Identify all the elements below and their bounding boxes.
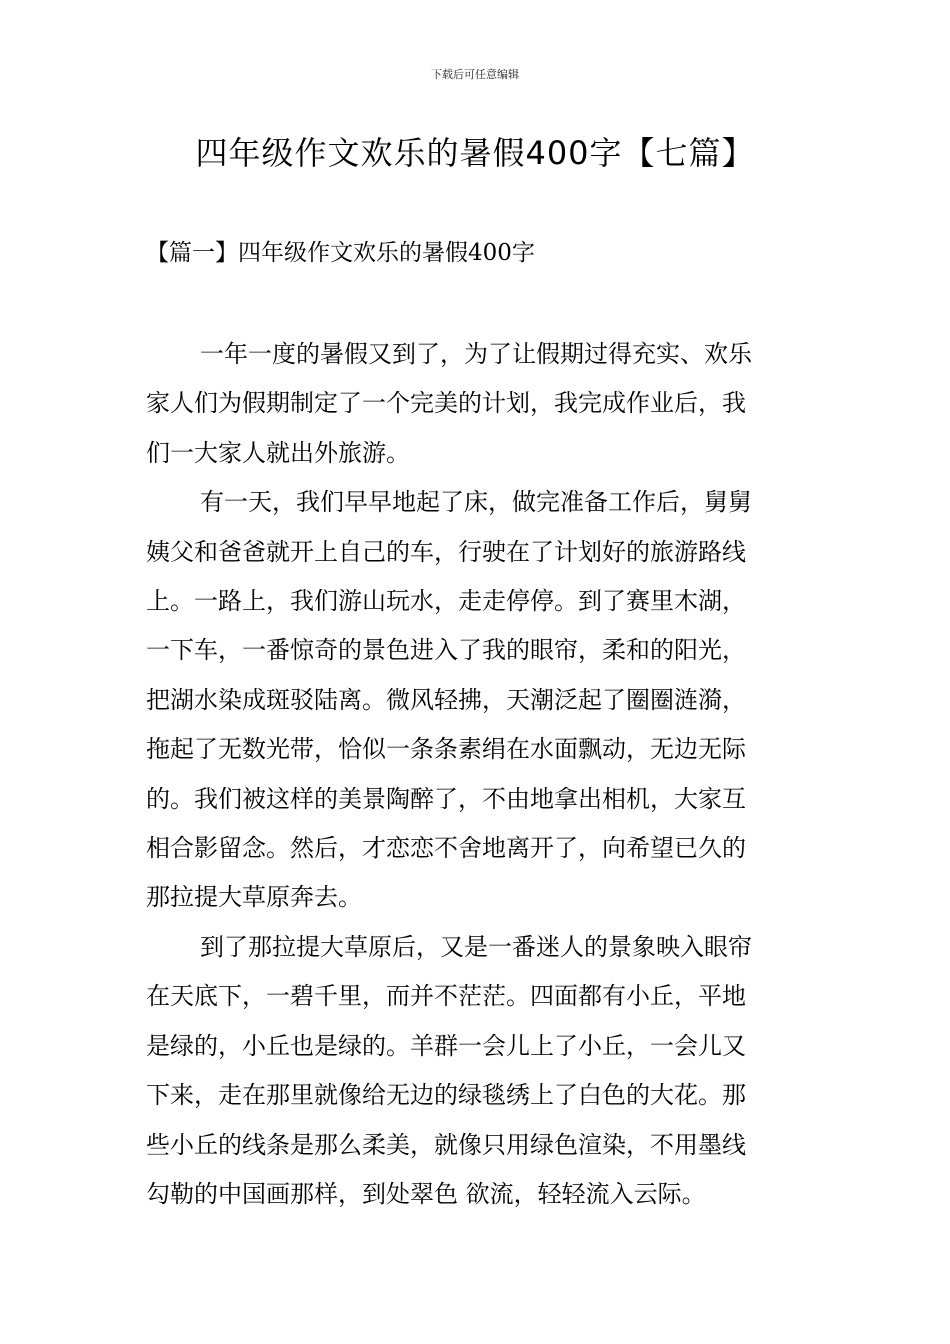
paragraph xyxy=(146,478,808,923)
text-line: 的。我们被这样的美景陶醉了，不由地拿出相机，大家互 xyxy=(146,784,746,813)
text-line: 下来，走在那里就像给无边的绿毯绣上了白色的大花。那 xyxy=(146,1081,746,1110)
text-line: 一年一度的暑假又到了，为了让假期过得充实、欢乐 xyxy=(200,340,752,368)
text-line: 到了那拉提大草原后，又是一番迷人的景象映入眼帘 xyxy=(200,932,752,961)
text-line: 上。一路上，我们游山玩水，走走停停。到了赛里木湖， xyxy=(146,587,746,616)
text-line: 些小丘的线条是那么柔美，就像只用绿色渲染，不用墨线 xyxy=(146,1130,746,1159)
paragraph xyxy=(146,923,808,1219)
text-line: 一下车，一番惊奇的景色进入了我的眼帘，柔和的阳光， xyxy=(146,636,746,665)
text-line: 有一天，我们早早地起了床，做完准备工作后，舅舅 xyxy=(200,488,752,517)
page-header-note: 下载后可任意编辑 xyxy=(431,68,519,81)
text-line: 拖起了无数光带，恰似一条条素绢在水面飘动，无边无际 xyxy=(146,735,746,764)
text-line: 勾勒的中国画那样，到处翠色 欲流，轻轻流入云际。 xyxy=(146,1179,706,1208)
document-title: 四年级作文欢乐的暑假400字【七篇】 xyxy=(195,134,755,172)
text-line: 是绿的，小丘也是绿的。羊群一会儿上了小丘，一会儿又 xyxy=(146,1031,746,1060)
text-line: 把湖水染成斑驳陆离。微风轻拂，天潮泛起了圈圈涟漪， xyxy=(146,685,746,714)
paragraph xyxy=(146,330,808,478)
text-line: 姨父和爸爸就开上自己的车，行驶在了计划好的旅游路线 xyxy=(146,537,746,566)
section-heading: 【篇一】四年级作文欢乐的暑假400字 xyxy=(146,240,535,266)
text-line: 那拉提大草原奔去。 xyxy=(146,883,362,912)
text-line: 在天底下，一碧千里，而并不茫茫。四面都有小丘，平地 xyxy=(146,982,746,1011)
text-line: 们一大家人就出外旅游。 xyxy=(146,438,410,467)
text-line: 家人们为假期制定了一个完美的计划，我完成作业后，我 xyxy=(146,389,746,418)
body-text xyxy=(146,330,808,1219)
text-line: 相合影留念。然后，才恋恋不舍地离开了，向希望已久的 xyxy=(146,834,746,863)
